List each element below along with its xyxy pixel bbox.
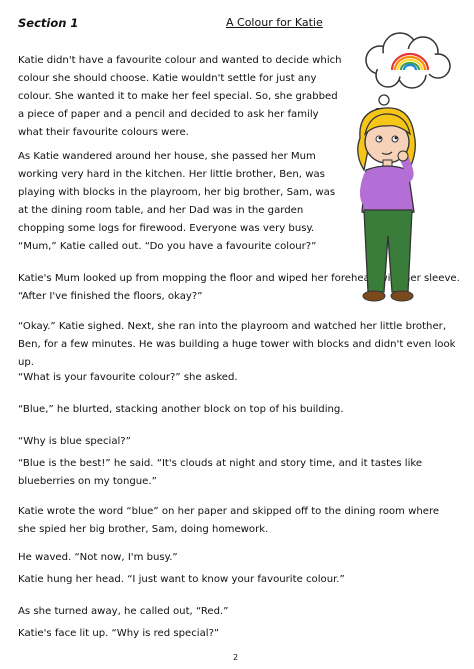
story-title: A Colour for Katie [226,16,323,29]
paragraph: “What is your favourite colour?” she asked. [18,372,238,383]
paragraph: “Why is blue special?” [18,436,131,447]
paragraph: As she turned away, he called out, “Red.” [18,606,229,617]
page-number: 2 [233,653,239,662]
paragraph: Katie's face lit up. “Why is red special?” [18,628,220,639]
paragraph: Katie didn't have a favourite colour and wanted to decide which colour she should choose. Katie wouldn't settle for just any colour. She wanted it to make her feel special. So, she grabbed a piece of paper and a pencil and decided to ask her family what their favourite colours were. [18,55,342,138]
paragraph: Katie wrote the word “blue” on her paper and skipped off to the dining room where she spied her big brother, Sam, doing homework. [18,506,440,535]
paragraph: “Mum,” Katie called out. “Do you have a favourite colour?” [18,241,317,252]
pants [364,210,412,292]
paragraph: Katie hung her head. “I just want to know your favourite colour.” [18,574,345,585]
girl-thinking-illustration [340,30,470,318]
section-label: Section 1 [18,16,79,30]
thought-cloud [366,33,450,116]
paragraph: “Blue is the best!” he said. “It's clouds at night and story time, and it tastes like blueberries on my tongue.” [18,458,423,487]
paragraph: Katie's Mum looked up from mopping the floor and wiped her forehead with her sleeve. “After I've finished the floors, okay?” [18,273,460,302]
paragraph: He waved. “Not now, I'm busy.” [18,552,178,563]
paragraph: “Blue,” he blurted, stacking another block on top of his building. [18,404,344,415]
paragraph: “Okay.” Katie sighed. Next, she ran into the playroom and watched her little brother, Ben, for a few minutes. He was building a huge tower with blocks and didn't even look up. [18,321,456,368]
paragraph: As Katie wandered around her house, she passed her Mum working very hard in the kitchen. Her little brother, Ben, was playing with blocks in the playroom, her big brother, Sam, was at the dining room table, and her Dad was in the garden chopping some logs for firewood. Everyone was very busy. [18,151,336,234]
